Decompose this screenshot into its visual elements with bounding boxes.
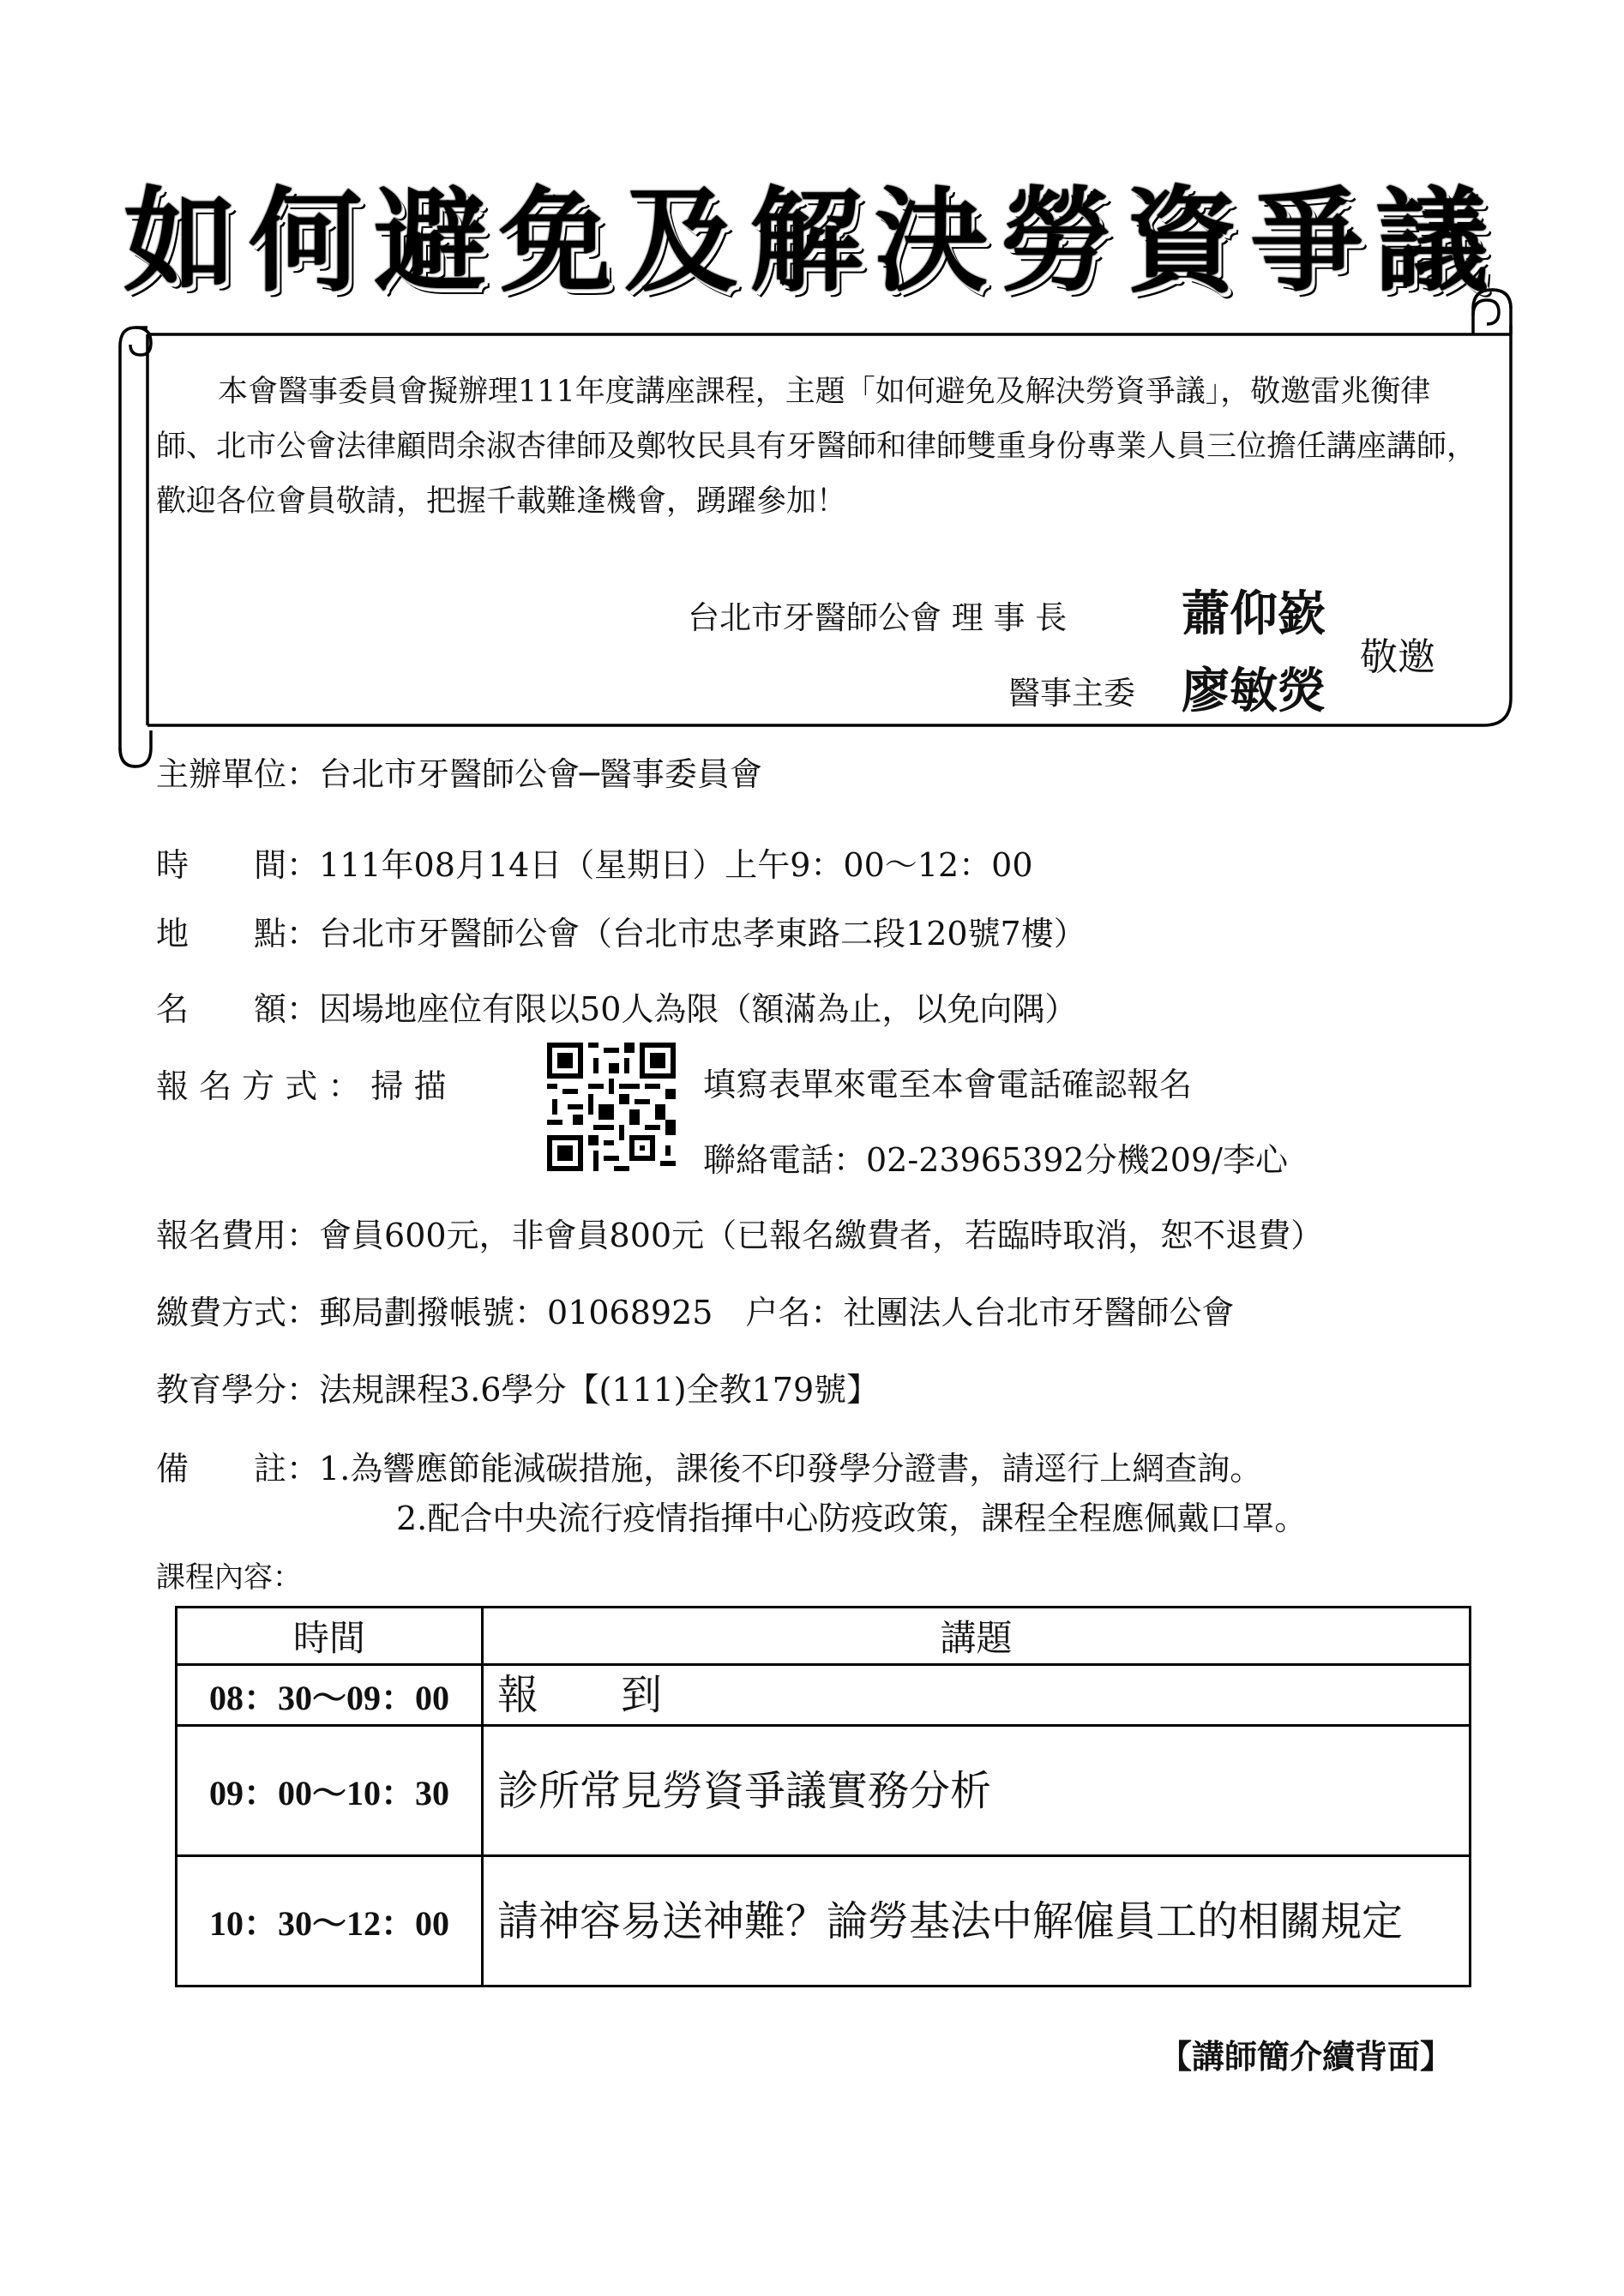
document-title: 如何避免及解決勞資爭議	[123, 176, 1501, 308]
credit-label: 教育學分：	[156, 1371, 320, 1409]
payment-value: 郵局劃撥帳號：01068925 户名：社團法人台北市牙醫師公會	[319, 1294, 1235, 1331]
session-topic: 報 到	[483, 1665, 1471, 1726]
note-2: 2.配合中央流行疫情指揮中心防疫政策，課程全程應佩戴口罩。	[396, 1500, 1308, 1537]
place-row	[156, 907, 1086, 954]
notes-row	[156, 1442, 1262, 1489]
payment-label: 繳費方式：	[156, 1294, 320, 1331]
session-time: 10：30～12：00	[177, 1856, 483, 1986]
chairman-title: 台北市牙醫師公會 理 事 長	[688, 599, 1068, 636]
notes-label: 備 註：	[156, 1450, 320, 1488]
organizer-row	[156, 748, 762, 795]
course-schedule-table	[175, 1606, 1471, 1987]
time-value: 111年08月14日（星期日）上午9：00～12：00	[319, 846, 1033, 884]
table-row	[177, 1726, 1471, 1856]
fee-value: 會員600元，非會員800元（已報名繳費者，若臨時取消，恕不退費）	[319, 1217, 1324, 1254]
speaker-intro-note: 【講師簡介續背面】	[1159, 2038, 1453, 2076]
payment-row	[156, 1286, 1234, 1333]
note-1: 1.為響應節能減碳措施，課後不印發學分證書，請逕行上網查詢。	[319, 1450, 1263, 1488]
time-label: 時 間：	[156, 846, 320, 884]
credit-value: 法規課程3.6學分【(111)全教179號】	[319, 1371, 880, 1409]
organizer-label: 主辦單位：	[156, 755, 320, 793]
chairman-name: 蕭仰嶔	[1182, 586, 1326, 642]
topic-header: 講題	[483, 1608, 1471, 1665]
session-topic: 診所常見勞資爭議實務分析	[483, 1726, 1471, 1856]
registration-instruction: 填寫表單來電至本會電話確認報名	[703, 1066, 1193, 1103]
course-content-label: 課程內容：	[156, 1560, 302, 1595]
committee-chair-name: 廖敏熒	[1182, 664, 1326, 719]
fee-row	[156, 1209, 1323, 1256]
place-value: 台北市牙醫師公會（台北市忠孝東路二段120號7樓）	[319, 915, 1086, 953]
closing-text: 敬邀	[1360, 635, 1435, 679]
invitation-paragraph: 本會醫事委員會擬辦理111年度講座課程，主題「如何避免及解決勞資爭議」，敬邀雷兆衡律師、北市公會法律顧問余淑杏律師及鄭牧民具有牙醫師和律師雙重身份專業人員三位擔任講座講師，歡迎各位會員敬請，把握千載難逢機會，踴躍參加！	[156, 375, 1477, 519]
quota-row	[156, 983, 1077, 1030]
time-header: 時間	[177, 1608, 483, 1665]
quota-value: 因場地座位有限以50人為限（額滿為止，以免向隅）	[319, 990, 1078, 1028]
fee-label: 報名費用：	[156, 1217, 320, 1254]
time-row	[156, 838, 1033, 886]
table-row	[177, 1856, 1471, 1986]
session-time: 08：30～09：00	[177, 1665, 483, 1726]
quota-label: 名 額：	[156, 990, 320, 1028]
committee-chair-title: 醫事主委	[1008, 675, 1135, 712]
credit-row	[156, 1363, 879, 1410]
registration-label: 報 名 方 式 ： 掃 描	[156, 1067, 447, 1105]
table-row	[177, 1665, 1471, 1726]
session-time: 09：00～10：30	[177, 1726, 483, 1856]
organizer-value: 台北市牙醫師公會─醫事委員會	[319, 755, 762, 793]
place-label: 地 點：	[156, 915, 320, 953]
contact-phone: 聯絡電話：02-23965392分機209/李心	[703, 1141, 1288, 1179]
registration-qr-code[interactable]	[547, 1042, 676, 1172]
table-header-row	[177, 1608, 1471, 1665]
session-topic: 請神容易送神難？論勞基法中解僱員工的相關規定	[483, 1856, 1471, 1986]
